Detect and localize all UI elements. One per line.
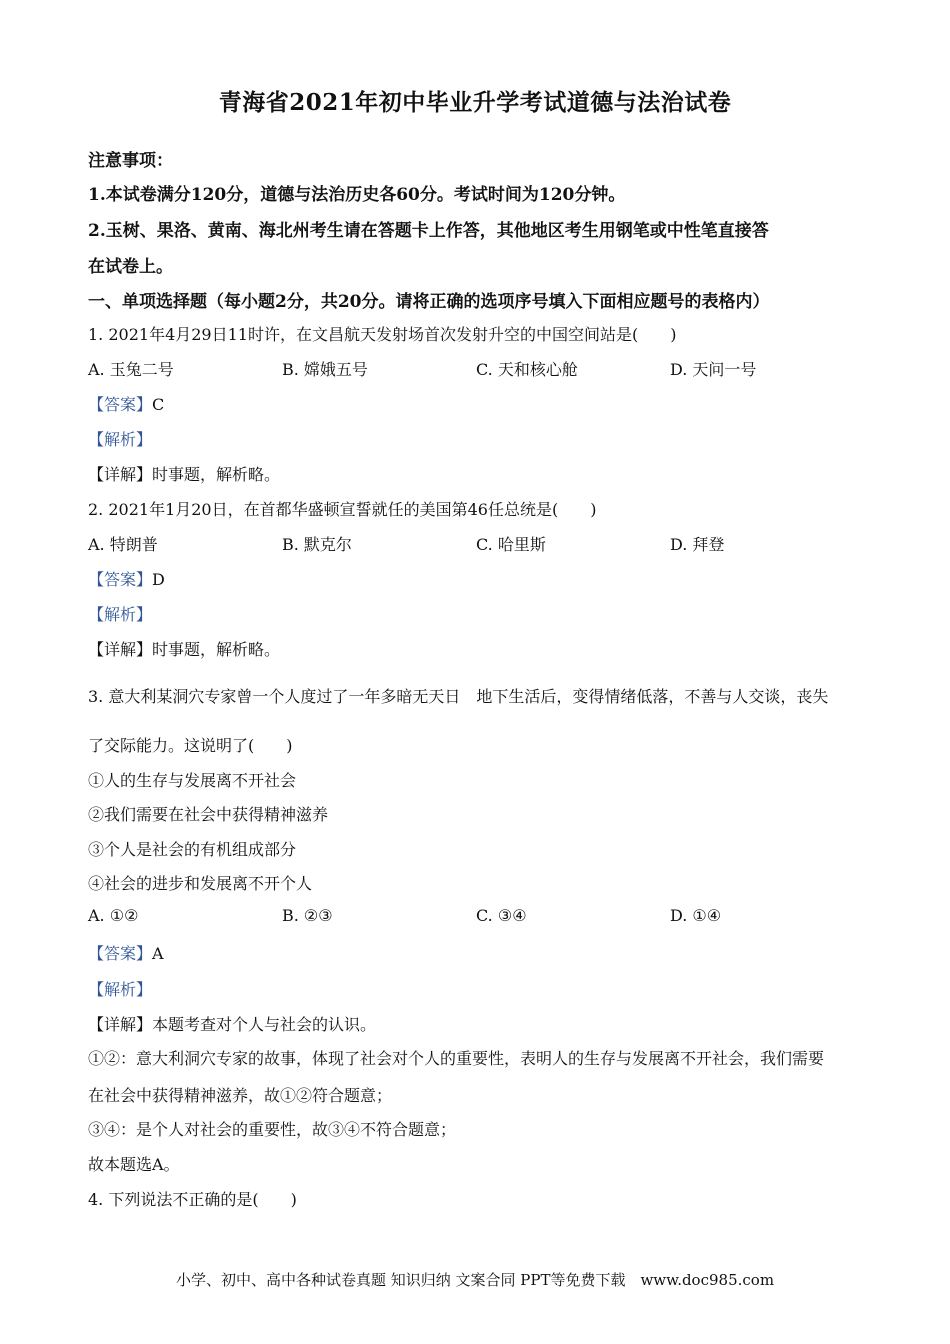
question-3-option-a: A. ①② [88, 906, 139, 925]
answer-label: 【答案】 [88, 395, 153, 414]
answer-value: D [152, 570, 165, 589]
detail-text: 时事题，解析略。 [152, 640, 281, 659]
question-2-option-c: C. 哈里斯 [476, 535, 546, 554]
question-3-explanation-line-2: 在社会中获得精神滋养，故①②符合题意； [88, 1086, 393, 1105]
question-1-stem: 1. 2021年4月29日11时许，在文昌航天发射场首次发射升空的中国空间站是( ) [88, 325, 677, 344]
answer-value: C [152, 395, 165, 414]
question-3-option-d: D. ①④ [670, 906, 722, 925]
question-2-option-a: A. 特朗普 [88, 535, 158, 554]
answer-value: A [152, 944, 164, 963]
question-4-stem: 4. 下列说法不正确的是( ) [88, 1190, 297, 1209]
question-3-statement-3: ③个人是社会的有机组成部分 [88, 840, 297, 859]
answer-label: 【答案】 [88, 944, 153, 963]
question-1-analysis-label: 【解析】 [88, 430, 153, 449]
question-1-option-a: A. 玉兔二号 [88, 360, 174, 379]
question-3-option-b: B. ②③ [282, 906, 333, 925]
question-1-option-b: B. 嫦娥五号 [282, 360, 368, 379]
question-3-statement-2: ②我们需要在社会中获得精神滋养 [88, 805, 329, 824]
question-3-explanation-line-4: 故本题选A。 [88, 1155, 180, 1174]
page-footer: 小学、初中、高中各种试卷真题 知识归纳 文案合同 PPT等免费下载 www.doc985.com [175, 1271, 775, 1289]
question-3-statement-1: ①人的生存与发展离不开社会 [88, 771, 297, 790]
question-3-analysis-label: 【解析】 [88, 980, 153, 999]
question-2-answer [88, 567, 165, 590]
question-2-analysis-label: 【解析】 [88, 605, 153, 624]
notice-item-2-line-2: 在试卷上。 [88, 257, 173, 277]
question-3-option-c: C. ③④ [476, 906, 527, 925]
detail-label: 【详解】 [88, 465, 153, 484]
section-heading: 一、单项选择题（每小题2分，共20分。请将正确的选项序号填入下面相应题号的表格内） [88, 292, 770, 312]
notice-heading: 注意事项： [88, 151, 173, 171]
question-1-detail [88, 462, 280, 485]
question-3-explanation-line-1: ①②：意大利洞穴专家的故事，体现了社会对个人的重要性，表明人的生存与发展离不开社会，我们需要 [88, 1049, 825, 1068]
notice-item-1: 1.本试卷满分120分，道德与法治历史各60分。考试时间为120分钟。 [88, 185, 626, 205]
question-2-option-d: D. 拜登 [670, 535, 725, 554]
question-3-stem-line-1: 3. 意大利某洞穴专家曾一个人度过了一年多暗无天日 地下生活后，变得情绪低落，不善与人交谈，丧失 [88, 687, 829, 706]
question-1-option-d: D. 天问一号 [670, 360, 757, 379]
question-2-option-b: B. 默克尔 [282, 535, 352, 554]
question-3-detail [88, 1012, 376, 1035]
question-2-stem: 2. 2021年1月20日，在首都华盛顿宣誓就任的美国第46任总统是( ) [88, 500, 597, 519]
notice-item-2-line-1: 2.玉树、果洛、黄南、海北州考生请在答题卡上作答，其他地区考生用钢笔或中性笔直接答 [88, 221, 769, 241]
question-3-stem-line-2: 了交际能力。这说明了( ) [88, 736, 293, 755]
detail-text: 本题考查对个人与社会的认识。 [152, 1015, 377, 1034]
answer-label: 【答案】 [88, 570, 153, 589]
question-3-statement-4: ④社会的进步和发展离不开个人 [88, 874, 313, 893]
detail-label: 【详解】 [88, 1015, 153, 1034]
question-3-answer [88, 941, 164, 964]
question-3-explanation-line-3: ③④：是个人对社会的重要性，故③④不符合题意； [88, 1120, 457, 1139]
detail-label: 【详解】 [88, 640, 153, 659]
question-1-option-c: C. 天和核心舱 [476, 360, 578, 379]
question-2-detail [88, 637, 280, 660]
detail-text: 时事题，解析略。 [152, 465, 281, 484]
question-1-answer [88, 392, 164, 415]
page-title: 青海省2021年初中毕业升学考试道德与法治试卷 [218, 89, 732, 116]
